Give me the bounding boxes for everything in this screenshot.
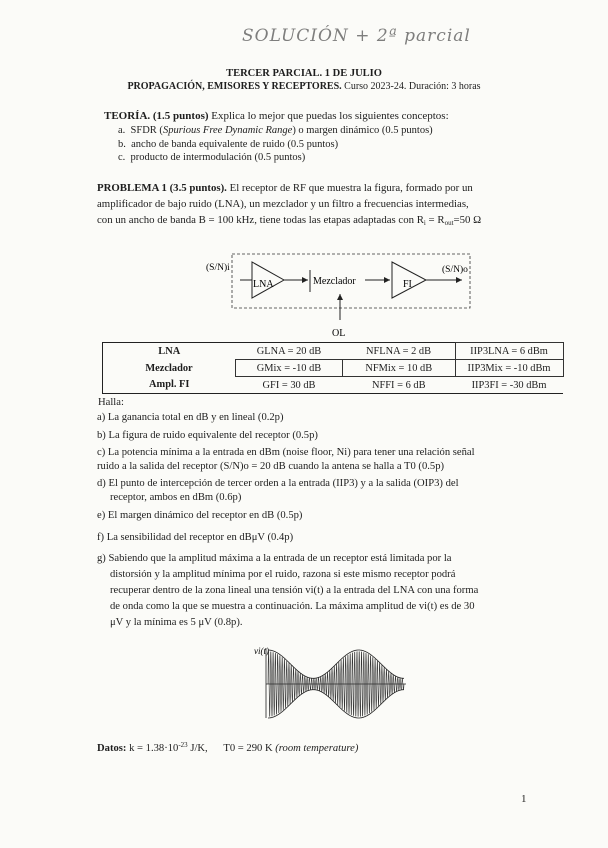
theory-item-marker: b. (118, 139, 126, 150)
fi-label: FI (403, 279, 412, 290)
handwritten-note: SOLUCIÓN + 2ª parcial (242, 26, 471, 46)
question-f (97, 532, 293, 543)
table-row (103, 360, 564, 377)
question-c-line-1 (97, 447, 475, 458)
theory-item-italic: Spurious Free Dynamic Range (162, 125, 293, 136)
question-id: a) (97, 412, 106, 423)
question-d-line-2: receptor, ambos en dBm (0.6p) (110, 492, 242, 503)
problem-sub: out (444, 219, 454, 227)
question-g-line-3: recuperar dentro de la zona lineal una tensión vi(t) a la entrada del LNA con una forma (110, 585, 479, 596)
exam-title: TERCER PARCIAL. 1 DE JULIO (226, 68, 382, 79)
stage-name: LNA (103, 343, 236, 360)
stage-gain: GLNA = 20 dB (256, 345, 322, 357)
question-id: g) (97, 553, 106, 564)
problem-sub: i (423, 219, 426, 227)
table-row (103, 377, 564, 394)
question-text: El punto de intercepción de tercer orden a la entrada (IIP3) y a la salida (OIP3) del (108, 478, 459, 489)
theory-item-marker: c. (118, 152, 126, 163)
temperature-note: (room temperature) (275, 743, 359, 754)
stage-name: Mezclador (103, 360, 236, 377)
course-name: PROPAGACIÓN, EMISORES Y RECEPTORES. (127, 81, 342, 92)
boltzmann-constant: k = 1.38·10 (129, 743, 179, 754)
stage-nf: NFLNA = 2 dB (365, 345, 432, 357)
data-line (97, 741, 358, 754)
exam-subtitle (0, 81, 608, 92)
problem-line-3 (97, 214, 481, 227)
question-c-line-2: ruido a la salida del receptor (S/N)o = 20 dB cuando la antena se halla a T0 (0.5p) (97, 461, 445, 472)
question-id: d) (97, 478, 106, 489)
problem-line-2: amplificador de bajo ruido (LNA), un mezclador y un filtro a frecuencias intermedias, (97, 198, 469, 210)
question-g-line-2: distorsión y la amplitud mínima por el ruido, razona si este mismo receptor podrá (110, 569, 456, 580)
theory-item-a (118, 125, 433, 136)
stage-iip3: IIP3LNA = 6 dBm (455, 343, 563, 360)
question-text: La ganancia total en dB y en lineal (0.2p) (107, 412, 284, 423)
theory-item-text: ) o margen dinámico (0.5 puntos) (292, 125, 433, 136)
boltzmann-unit: J/K, (187, 743, 208, 754)
exam-duration: Duración: 3 horas (408, 81, 481, 92)
question-id: f) (97, 532, 105, 543)
question-text: Sabiendo que la amplitud máxima a la entrada de un receptor está limitada por la (108, 553, 452, 564)
theory-item-text: ancho de banda equivalente de ruido (0.5 puntos) (131, 139, 339, 150)
problem-text: =50 Ω (453, 214, 482, 226)
page-number: 1 (521, 793, 527, 805)
theory-item-c (118, 152, 305, 163)
question-id: e) (97, 510, 106, 521)
question-id: c) (97, 447, 106, 458)
question-b (97, 430, 318, 441)
arrow-head-icon (384, 277, 390, 283)
waveform-axis-label: vi(t) (254, 646, 269, 656)
questions-heading: Halla: (98, 397, 124, 408)
lo-label: OL (332, 328, 346, 339)
question-text: La potencia mínima a la entrada en dBm (noise floor, Ni) para tener una relación señal (107, 447, 475, 458)
problem-text: = R (425, 214, 445, 226)
boltzmann-exponent: -23 (178, 741, 188, 749)
input-snr-label: (S/N)i (206, 263, 230, 273)
theory-heading: TEORÍA. (1.5 puntos) (104, 110, 209, 122)
stage-gain: GMix = -10 dB (236, 360, 343, 377)
lna-label: LNA (253, 279, 274, 290)
question-e (97, 510, 302, 521)
receiver-block-diagram (200, 250, 500, 342)
theory-item-b (118, 139, 338, 150)
theory-heading-line (104, 110, 449, 122)
problem-heading: PROBLEMA 1 (3.5 puntos). (97, 182, 227, 194)
question-g-line-5: μV y la mínima es 5 μV (0.8p). (110, 617, 243, 628)
question-g-line-1 (97, 553, 451, 564)
theory-item-text: producto de intermodulación (0.5 puntos) (130, 152, 306, 163)
theory-item-marker: a. (118, 125, 126, 136)
question-id: b) (97, 430, 106, 441)
course-year: Curso 2023-24. (344, 81, 407, 92)
stage-nf: NFFI = 6 dB (372, 379, 426, 391)
arrow-head-icon (456, 277, 462, 283)
stage-gain: GFI = 30 dB (262, 379, 316, 391)
question-a (97, 412, 284, 423)
data-label: Datos: (97, 743, 127, 754)
theory-intro: Explica lo mejor que puedas los siguientes conceptos: (211, 110, 449, 122)
question-text: La figura de ruido equivalente del receptor (0.5p) (108, 430, 318, 441)
input-waveform-plot (250, 640, 410, 722)
table-row (103, 343, 564, 360)
question-text: La sensibilidad del receptor en dBμV (0.4p) (106, 532, 294, 543)
problem-line-1 (97, 182, 473, 194)
theory-item-text: SFDR ( (130, 125, 163, 136)
question-text: El margen dinámico del receptor en dB (0.5p) (107, 510, 303, 521)
arrow-head-icon (302, 277, 308, 283)
stage-name: Ampl. FI (103, 377, 236, 394)
mixer-label: Mezclador (313, 276, 356, 287)
stage-iip3: IIP3Mix = -10 dBm (455, 360, 563, 377)
stage-iip3: IIP3FI = -30 dBm (471, 379, 547, 391)
stages-table (102, 342, 564, 394)
question-g-line-4: de onda como la que se muestra a continuación. La máxima amplitud de vi(t) es de 30 (110, 601, 475, 612)
reference-temperature: T0 = 290 K (223, 743, 273, 754)
arrow-head-icon (337, 294, 343, 300)
output-snr-label: (S/N)o (442, 265, 468, 275)
problem-text: con un ancho de banda B = 100 kHz, tiene todas las etapas adaptadas con R (97, 214, 424, 226)
question-d-line-1 (97, 478, 459, 489)
problem-text: El receptor de RF que muestra la figura, formado por un (229, 182, 473, 194)
stage-nf: NFMix = 10 dB (343, 360, 456, 377)
